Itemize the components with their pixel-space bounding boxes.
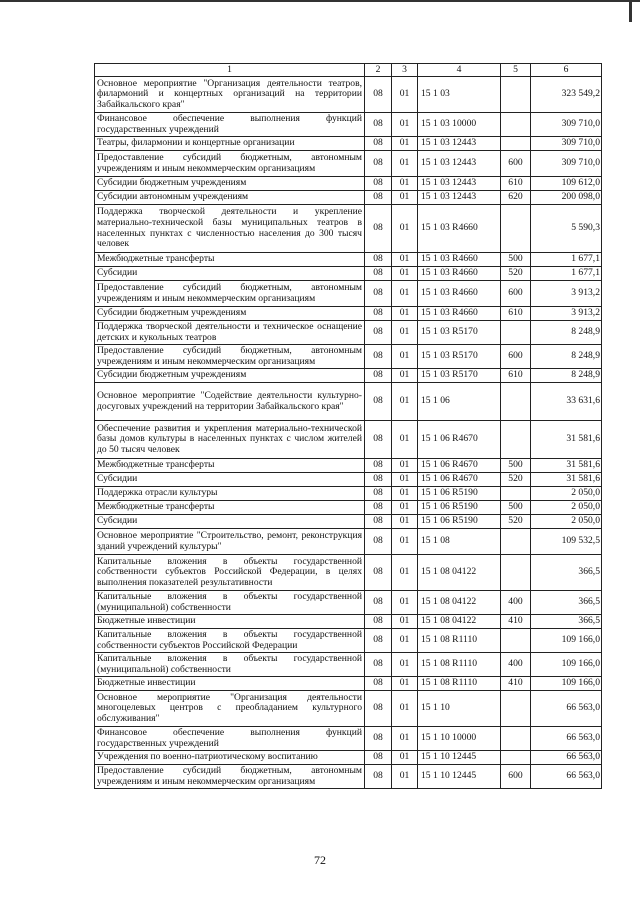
table-row	[95, 137, 602, 151]
row-target-code: 15 1 06 R4670	[418, 459, 501, 473]
row-subsection: 01	[392, 345, 418, 369]
row-name: Основное мероприятие "Строительство, ремонт, реконструкция зданий учреждений культуры"	[95, 529, 365, 555]
row-amount: 8 248,9	[531, 369, 602, 383]
table-row	[95, 615, 602, 629]
row-section: 08	[365, 177, 392, 191]
row-expense-type: 610	[501, 307, 531, 321]
table-row	[95, 501, 602, 515]
row-subsection: 01	[392, 473, 418, 487]
table-row	[95, 281, 602, 307]
table-row	[95, 629, 602, 653]
row-section: 08	[365, 77, 392, 113]
row-target-code: 15 1 03 R5170	[418, 345, 501, 369]
row-expense-type	[501, 421, 531, 459]
row-target-code: 15 1 08 R1110	[418, 677, 501, 691]
header-col-5: 5	[501, 64, 531, 77]
row-section: 08	[365, 515, 392, 529]
row-amount: 8 248,9	[531, 321, 602, 345]
row-subsection: 01	[392, 727, 418, 751]
row-section: 08	[365, 727, 392, 751]
row-name: Основное мероприятие "Организация деятельности театров, филармоний и концертных организаций на территории Забайкальского края"	[95, 77, 365, 113]
row-expense-type: 600	[501, 151, 531, 177]
table-row	[95, 691, 602, 727]
row-expense-type	[501, 727, 531, 751]
row-amount: 323 549,2	[531, 77, 602, 113]
row-amount: 109 612,0	[531, 177, 602, 191]
row-expense-type: 500	[501, 253, 531, 267]
row-amount: 309 710,0	[531, 151, 602, 177]
row-name: Учреждения по военно-патриотическому воспитанию	[95, 751, 365, 765]
row-amount: 309 710,0	[531, 113, 602, 137]
row-expense-type	[501, 113, 531, 137]
header-col-3: 3	[392, 64, 418, 77]
row-target-code: 15 1 10 12445	[418, 751, 501, 765]
row-section: 08	[365, 421, 392, 459]
row-name: Финансовое обеспечение выполнения функций государственных учреждений	[95, 727, 365, 751]
row-amount: 309 710,0	[531, 137, 602, 151]
table-row	[95, 369, 602, 383]
row-target-code: 15 1 08 04122	[418, 591, 501, 615]
row-target-code: 15 1 03 R4660	[418, 267, 501, 281]
row-subsection: 01	[392, 653, 418, 677]
row-subsection: 01	[392, 321, 418, 345]
budget-table	[94, 63, 602, 789]
row-expense-type: 500	[501, 459, 531, 473]
row-section: 08	[365, 267, 392, 281]
table-row	[95, 177, 602, 191]
row-expense-type: 520	[501, 515, 531, 529]
row-target-code: 15 1 03 12443	[418, 137, 501, 151]
row-subsection: 01	[392, 555, 418, 591]
row-expense-type: 600	[501, 765, 531, 789]
scan-top-border	[0, 0, 640, 2]
row-subsection: 01	[392, 515, 418, 529]
row-expense-type	[501, 629, 531, 653]
row-target-code: 15 1 03 R5170	[418, 321, 501, 345]
row-target-code: 15 1 10 12445	[418, 765, 501, 789]
row-amount: 1 677,1	[531, 253, 602, 267]
row-target-code: 15 1 06 R4670	[418, 473, 501, 487]
row-amount: 109 166,0	[531, 653, 602, 677]
row-target-code: 15 1 03 R4660	[418, 307, 501, 321]
row-section: 08	[365, 281, 392, 307]
table-row	[95, 473, 602, 487]
row-subsection: 01	[392, 307, 418, 321]
row-amount: 33 631,6	[531, 383, 602, 421]
row-subsection: 01	[392, 191, 418, 205]
row-subsection: 01	[392, 253, 418, 267]
row-subsection: 01	[392, 459, 418, 473]
row-expense-type: 410	[501, 615, 531, 629]
row-name: Предоставление субсидий бюджетным, автономным учреждениям и иным некоммерческим организациям	[95, 765, 365, 789]
table-body	[95, 77, 602, 789]
row-expense-type	[501, 487, 531, 501]
row-target-code: 15 1 08 R1110	[418, 629, 501, 653]
row-section: 08	[365, 151, 392, 177]
row-expense-type: 400	[501, 653, 531, 677]
row-subsection: 01	[392, 369, 418, 383]
row-section: 08	[365, 345, 392, 369]
row-amount: 200 098,0	[531, 191, 602, 205]
row-section: 08	[365, 487, 392, 501]
row-amount: 5 590,3	[531, 205, 602, 253]
table-row	[95, 205, 602, 253]
row-section: 08	[365, 529, 392, 555]
row-name: Капитальные вложения в объекты государственной собственности субъектов Российской Федерации, в целях выполнения показателей результативности	[95, 555, 365, 591]
row-target-code: 15 1 03 10000	[418, 113, 501, 137]
row-name: Межбюджетные трансферты	[95, 501, 365, 515]
row-expense-type	[501, 383, 531, 421]
row-name: Обеспечение развития и укрепления материально-технической базы домов культуры в населенных пунктах с числом жителей до 50 тысяч человек	[95, 421, 365, 459]
row-amount: 66 563,0	[531, 765, 602, 789]
row-section: 08	[365, 253, 392, 267]
row-name: Капитальные вложения в объекты государственной (муниципальной) собственности	[95, 591, 365, 615]
table-row	[95, 345, 602, 369]
row-target-code: 15 1 06 R5190	[418, 515, 501, 529]
row-subsection: 01	[392, 383, 418, 421]
row-name: Субсидии	[95, 515, 365, 529]
row-target-code: 15 1 08 R1110	[418, 653, 501, 677]
row-expense-type	[501, 751, 531, 765]
row-section: 08	[365, 691, 392, 727]
row-expense-type: 610	[501, 177, 531, 191]
row-amount: 31 581,6	[531, 459, 602, 473]
row-amount: 66 563,0	[531, 751, 602, 765]
table-row	[95, 253, 602, 267]
row-target-code: 15 1 10 10000	[418, 727, 501, 751]
row-expense-type	[501, 205, 531, 253]
row-section: 08	[365, 591, 392, 615]
table-row	[95, 113, 602, 137]
row-target-code: 15 1 06 R4670	[418, 421, 501, 459]
row-amount: 8 248,9	[531, 345, 602, 369]
row-expense-type: 520	[501, 267, 531, 281]
row-subsection: 01	[392, 615, 418, 629]
header-col-4: 4	[418, 64, 501, 77]
row-amount: 366,5	[531, 555, 602, 591]
table-row	[95, 555, 602, 591]
row-subsection: 01	[392, 751, 418, 765]
row-target-code: 15 1 03 R5170	[418, 369, 501, 383]
row-expense-type: 410	[501, 677, 531, 691]
row-subsection: 01	[392, 267, 418, 281]
row-name: Субсидии бюджетным учреждениям	[95, 177, 365, 191]
table-row	[95, 765, 602, 789]
row-name: Предоставление субсидий бюджетным, автономным учреждениям и иным некоммерческим организациям	[95, 151, 365, 177]
row-subsection: 01	[392, 137, 418, 151]
table-row	[95, 77, 602, 113]
row-target-code: 15 1 06 R5190	[418, 501, 501, 515]
table-row	[95, 677, 602, 691]
row-subsection: 01	[392, 113, 418, 137]
row-expense-type	[501, 555, 531, 591]
row-section: 08	[365, 205, 392, 253]
row-subsection: 01	[392, 151, 418, 177]
header-col-1: 1	[95, 64, 365, 77]
table-row	[95, 653, 602, 677]
row-name: Поддержка творческой деятельности и укрепление материально-технической базы муниципальных театров в населенных пунктах с численностью населения до 300 тысяч человек	[95, 205, 365, 253]
table-row	[95, 459, 602, 473]
table-row	[95, 383, 602, 421]
row-subsection: 01	[392, 177, 418, 191]
table-row	[95, 487, 602, 501]
header-col-2: 2	[365, 64, 392, 77]
row-name: Межбюджетные трансферты	[95, 253, 365, 267]
row-name: Субсидии бюджетным учреждениям	[95, 307, 365, 321]
row-section: 08	[365, 191, 392, 205]
row-name: Субсидии автономным учреждениям	[95, 191, 365, 205]
row-expense-type	[501, 137, 531, 151]
page-number: 72	[314, 853, 326, 867]
row-section: 08	[365, 677, 392, 691]
row-name: Предоставление субсидий бюджетным, автономным учреждениям и иным некоммерческим организациям	[95, 345, 365, 369]
row-target-code: 15 1 03 R4660	[418, 281, 501, 307]
row-target-code: 15 1 03 12443	[418, 151, 501, 177]
row-amount: 3 913,2	[531, 281, 602, 307]
row-amount: 1 677,1	[531, 267, 602, 281]
row-amount: 109 166,0	[531, 677, 602, 691]
row-amount: 66 563,0	[531, 727, 602, 751]
row-section: 08	[365, 555, 392, 591]
row-section: 08	[365, 765, 392, 789]
row-section: 08	[365, 653, 392, 677]
table-row	[95, 307, 602, 321]
row-subsection: 01	[392, 77, 418, 113]
row-amount: 2 050,0	[531, 515, 602, 529]
table-row	[95, 151, 602, 177]
row-section: 08	[365, 113, 392, 137]
table-row	[95, 267, 602, 281]
row-expense-type: 600	[501, 281, 531, 307]
row-name: Основное мероприятие "Содействие деятельности культурно-досуговых учреждений на территории Забайкальского края"	[95, 383, 365, 421]
row-name: Поддержка отрасли культуры	[95, 487, 365, 501]
row-target-code: 15 1 03	[418, 77, 501, 113]
row-target-code: 15 1 08 04122	[418, 555, 501, 591]
row-section: 08	[365, 473, 392, 487]
row-expense-type: 500	[501, 501, 531, 515]
row-section: 08	[365, 751, 392, 765]
row-subsection: 01	[392, 205, 418, 253]
row-expense-type	[501, 691, 531, 727]
row-expense-type: 610	[501, 369, 531, 383]
row-subsection: 01	[392, 501, 418, 515]
row-subsection: 01	[392, 487, 418, 501]
row-subsection: 01	[392, 691, 418, 727]
row-expense-type	[501, 321, 531, 345]
row-amount: 3 913,2	[531, 307, 602, 321]
table-row	[95, 529, 602, 555]
row-name: Поддержка творческой деятельности и техническое оснащение детских и кукольных театров	[95, 321, 365, 345]
row-name: Предоставление субсидий бюджетным, автономным учреждениям и иным некоммерческим организациям	[95, 281, 365, 307]
row-section: 08	[365, 137, 392, 151]
row-amount: 31 581,6	[531, 473, 602, 487]
row-expense-type: 600	[501, 345, 531, 369]
row-section: 08	[365, 383, 392, 421]
table-header-row	[95, 64, 602, 77]
row-subsection: 01	[392, 677, 418, 691]
row-amount: 2 050,0	[531, 487, 602, 501]
row-name: Субсидии	[95, 267, 365, 281]
row-subsection: 01	[392, 591, 418, 615]
row-name: Бюджетные инвестиции	[95, 677, 365, 691]
row-subsection: 01	[392, 765, 418, 789]
row-subsection: 01	[392, 281, 418, 307]
row-subsection: 01	[392, 529, 418, 555]
row-section: 08	[365, 369, 392, 383]
row-section: 08	[365, 321, 392, 345]
row-name: Субсидии бюджетным учреждениям	[95, 369, 365, 383]
row-expense-type	[501, 529, 531, 555]
row-amount: 109 166,0	[531, 629, 602, 653]
row-subsection: 01	[392, 421, 418, 459]
row-subsection: 01	[392, 629, 418, 653]
row-name: Капитальные вложения в объекты государственной собственности субъектов Российской Федерации	[95, 629, 365, 653]
row-section: 08	[365, 615, 392, 629]
row-amount: 31 581,6	[531, 421, 602, 459]
table-row	[95, 727, 602, 751]
row-target-code: 15 1 03 R4660	[418, 253, 501, 267]
row-name: Финансовое обеспечение выполнения функций государственных учреждений	[95, 113, 365, 137]
row-amount: 109 532,5	[531, 529, 602, 555]
row-target-code: 15 1 03 12443	[418, 191, 501, 205]
row-target-code: 15 1 08 04122	[418, 615, 501, 629]
row-section: 08	[365, 501, 392, 515]
table-row	[95, 321, 602, 345]
row-expense-type	[501, 77, 531, 113]
row-name: Театры, филармонии и концертные организации	[95, 137, 365, 151]
row-amount: 366,5	[531, 615, 602, 629]
table-row	[95, 591, 602, 615]
row-target-code: 15 1 10	[418, 691, 501, 727]
row-expense-type: 400	[501, 591, 531, 615]
row-target-code: 15 1 03 R4660	[418, 205, 501, 253]
row-name: Межбюджетные трансферты	[95, 459, 365, 473]
row-name: Капитальные вложения в объекты государственной (муниципальной) собственности	[95, 653, 365, 677]
row-expense-type: 520	[501, 473, 531, 487]
row-target-code: 15 1 03 12443	[418, 177, 501, 191]
table-row	[95, 751, 602, 765]
row-target-code: 15 1 06	[418, 383, 501, 421]
row-name: Субсидии	[95, 473, 365, 487]
row-amount: 366,5	[531, 591, 602, 615]
row-expense-type: 620	[501, 191, 531, 205]
row-amount: 66 563,0	[531, 691, 602, 727]
table-row	[95, 191, 602, 205]
table-row	[95, 515, 602, 529]
row-name: Бюджетные инвестиции	[95, 615, 365, 629]
row-section: 08	[365, 629, 392, 653]
scan-corner-mark	[629, 0, 632, 22]
row-name: Основное мероприятие "Организация деятельности многоцелевых центров с преобладанием культурного обслуживания"	[95, 691, 365, 727]
row-target-code: 15 1 08	[418, 529, 501, 555]
row-amount: 2 050,0	[531, 501, 602, 515]
header-col-6: 6	[531, 64, 602, 77]
table-row	[95, 421, 602, 459]
row-section: 08	[365, 459, 392, 473]
row-section: 08	[365, 307, 392, 321]
row-target-code: 15 1 06 R5190	[418, 487, 501, 501]
